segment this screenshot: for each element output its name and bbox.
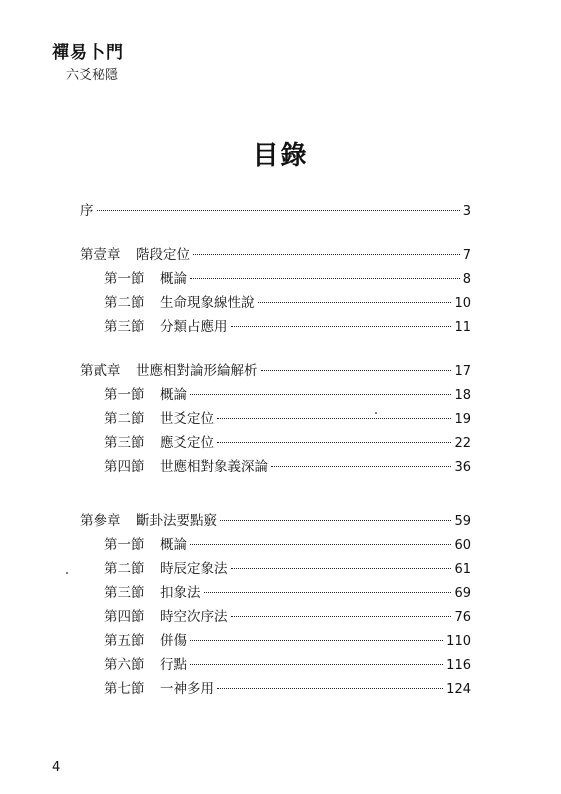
toc-entry-number: 第六節 (104, 657, 145, 673)
toc-entry-title: 生命現象線性說 (160, 295, 255, 311)
toc-page-number: 11 (454, 320, 471, 335)
toc-entry-number: 第貳章 (80, 363, 121, 379)
toc-section-row (104, 584, 471, 603)
toc-entry-number: 第四節 (104, 459, 145, 475)
toc-section-row (104, 656, 471, 675)
toc-entry-label (104, 608, 228, 626)
toc-section-row (104, 294, 471, 313)
toc-section-row (104, 680, 471, 699)
toc-chapter-row (80, 512, 471, 531)
book-title: 禪易卜門 (52, 43, 124, 63)
scan-speck (66, 572, 68, 574)
toc-page-number: 22 (454, 436, 471, 451)
toc-entry-label (104, 386, 187, 404)
toc-entry-number: 第七節 (104, 681, 145, 697)
toc-page-number: 36 (454, 460, 471, 475)
toc-page-number: 76 (454, 610, 471, 625)
toc-entry-title: 時空次序法 (160, 609, 228, 625)
toc-page-number: 110 (446, 634, 471, 649)
dot-leader (190, 394, 451, 395)
toc-section-row (104, 536, 471, 555)
toc-entry-title: 階段定位 (136, 247, 190, 263)
toc-page-number: 19 (454, 412, 471, 427)
toc-entry-label (80, 202, 94, 220)
toc-page-number: 8 (462, 272, 471, 287)
toc-chapter-row (80, 362, 471, 381)
toc-page-number: 60 (454, 538, 471, 553)
toc-entry-label (104, 458, 268, 476)
toc-entry-label (80, 512, 217, 530)
toc-entry-title: 斷卦法要點竅 (136, 513, 217, 529)
dot-leader (220, 520, 451, 521)
toc-section-row (104, 410, 471, 429)
toc-section-row (104, 632, 471, 651)
toc-entry-label (104, 560, 228, 578)
toc-page-number: 3 (462, 204, 471, 219)
toc-entry-number: 第五節 (104, 633, 145, 649)
toc-entry-label (104, 656, 187, 674)
toc-section-row (104, 560, 471, 579)
toc-chapter-row (80, 246, 471, 265)
toc-section-row (104, 458, 471, 477)
scan-speck (375, 412, 377, 414)
toc-page-number: 17 (454, 364, 471, 379)
toc-entry-label (80, 246, 190, 264)
toc-entry-label (104, 270, 187, 288)
toc-entry-number: 第壹章 (80, 247, 121, 263)
toc-entry-title: 應爻定位 (160, 435, 214, 451)
toc-entry-label (104, 536, 187, 554)
toc-page-number: 59 (454, 514, 471, 529)
toc-entry-title: 世應相對象義深論 (160, 459, 268, 475)
toc-page-number: 18 (454, 388, 471, 403)
toc-entry-number: 第三節 (104, 435, 145, 451)
dot-leader (97, 210, 460, 211)
dot-leader (190, 664, 443, 665)
toc-entry-number: 第二節 (104, 411, 145, 427)
toc-entry-number: 第一節 (104, 387, 145, 403)
toc-entry-title: 概論 (160, 537, 187, 553)
toc-entry-number: 第三節 (104, 585, 145, 601)
book-subtitle: 六爻秘隱 (66, 68, 119, 83)
dot-leader (217, 418, 451, 419)
toc-entry-label (104, 318, 228, 336)
dot-leader (231, 326, 452, 327)
page-number: 4 (52, 760, 61, 775)
toc-entry-number: 第參章 (80, 513, 121, 529)
toc-entry-number: 第四節 (104, 609, 145, 625)
toc-entry-number: 第一節 (104, 537, 145, 553)
toc-entry-title: 併傷 (160, 633, 187, 649)
toc-page-number: 116 (446, 658, 471, 673)
toc-entry-label (104, 680, 214, 698)
toc-entry-number: 第二節 (104, 295, 145, 311)
toc-chapter-row (80, 202, 471, 221)
toc-entry-title: 一神多用 (160, 681, 214, 697)
toc-section-row (104, 386, 471, 405)
dot-leader (190, 544, 451, 545)
dot-leader (231, 568, 452, 569)
toc-entry-title: 概論 (160, 271, 187, 287)
toc-entry-title: 序 (80, 203, 94, 219)
toc-section-row (104, 270, 471, 289)
toc-section-row (104, 608, 471, 627)
toc-entry-title: 時辰定象法 (160, 561, 228, 577)
toc-entry-title: 扣象法 (160, 585, 201, 601)
dot-leader (190, 278, 460, 279)
toc-page-number: 7 (462, 248, 471, 263)
toc-section-row (104, 434, 471, 453)
toc-entry-title: 概論 (160, 387, 187, 403)
dot-leader (193, 254, 460, 255)
toc-entry-title: 世應相對論形綸解析 (136, 363, 258, 379)
dot-leader (204, 592, 452, 593)
toc-entry-label (104, 294, 255, 312)
dot-leader (217, 442, 451, 443)
toc-section-row (104, 318, 471, 337)
dot-leader (258, 302, 452, 303)
dot-leader (190, 640, 443, 641)
toc-entry-title: 世爻定位 (160, 411, 214, 427)
toc-entry-number: 第二節 (104, 561, 145, 577)
toc-entry-label (104, 410, 214, 428)
toc-entry-label (80, 362, 258, 380)
toc-entry-label (104, 434, 214, 452)
toc-entry-title: 行點 (160, 657, 187, 673)
toc-page-number: 10 (454, 296, 471, 311)
toc-entry-number: 第一節 (104, 271, 145, 287)
toc-page-number: 61 (454, 562, 471, 577)
toc-entry-label (104, 632, 187, 650)
toc-page-number: 69 (454, 586, 471, 601)
toc-entry-number: 第三節 (104, 319, 145, 335)
toc-page-number: 124 (446, 682, 471, 697)
dot-leader (271, 466, 451, 467)
toc-title: 目錄 (252, 141, 309, 171)
dot-leader (261, 370, 452, 371)
dot-leader (217, 688, 443, 689)
dot-leader (231, 616, 452, 617)
toc-entry-title: 分類占應用 (160, 319, 228, 335)
toc-entry-label (104, 584, 201, 602)
